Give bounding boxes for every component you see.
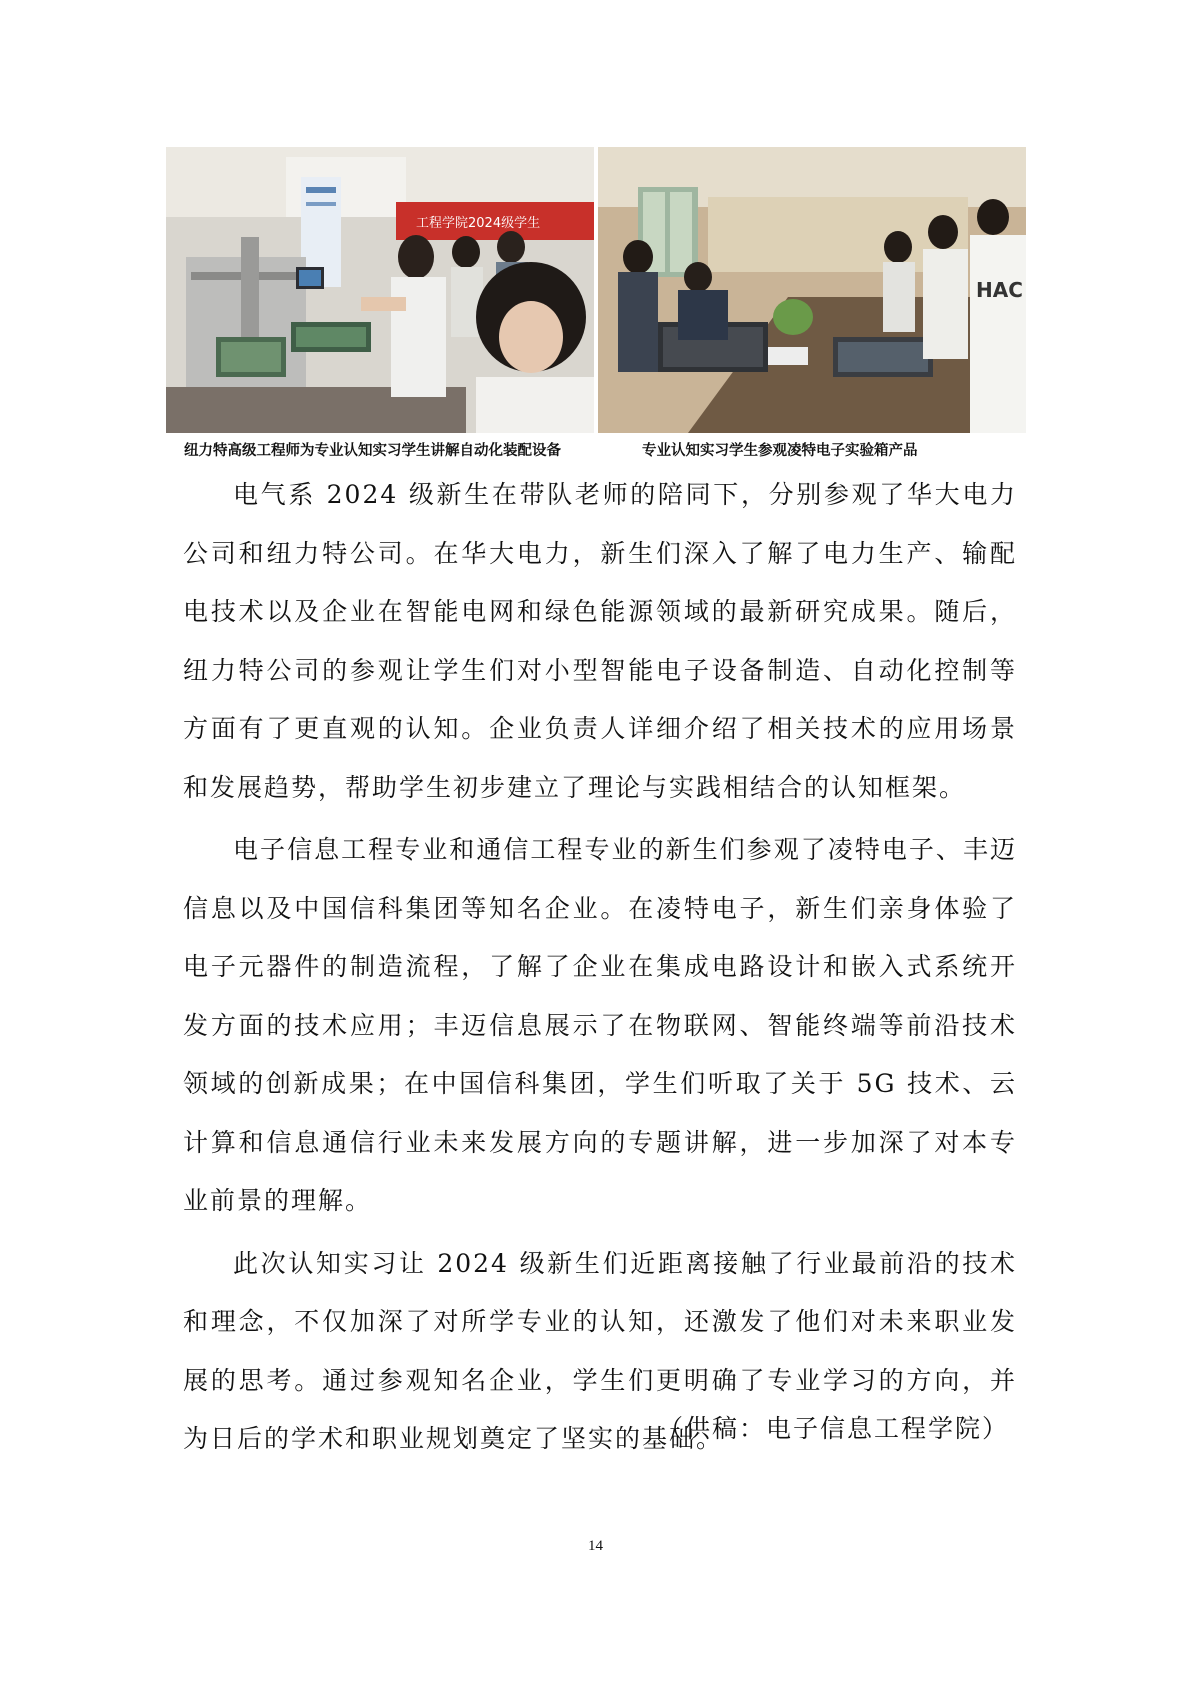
page-number: 14: [588, 1538, 603, 1554]
paragraph-1: 电气系 2024 级新生在带队老师的陪同下，分别参观了华大电力公司和纽力特公司。在华大电力，新生们深入了解了电力生产、输配电技术以及企业在智能电网和绿色能源领域的最新研究成果。随后，纽力特公司的参观让学生们对小型智能电子设备制造、自动化控制等方面有了更直观的认知。企业负责人详细介绍了相关技术的应用场景和发展趋势，帮助学生初步建立了理论与实践相结合的认知框架。: [183, 480, 1017, 802]
article-credit: （供稿：电子信息工程学院）: [657, 1414, 1009, 1443]
photo-automation-equipment-image: [166, 147, 594, 433]
photo-lab-box-products-image: [598, 147, 1026, 433]
paragraph-2: 电子信息工程专业和通信工程专业的新生们参观了凌特电子、丰迈信息以及中国信科集团等知名企业。在凌特电子，新生们亲身体验了电子元器件的制造流程，了解了企业在集成电路设计和嵌入式系统开发方面的技术应用；丰迈信息展示了在物联网、智能终端等前沿技术领域的创新成果；在中国信科集团，学生们听取了关于 5G 技术、云计算和信息通信行业未来发展方向的专题讲解，进一步加深了对本专业前景的理解。: [183, 835, 1017, 1215]
photo-row: [166, 147, 1026, 433]
photo-captions: [166, 437, 1026, 461]
photo-automation-equipment: [166, 147, 594, 433]
banner-text: 工程学院2024级学生: [416, 216, 541, 231]
article-body: [183, 466, 1017, 1473]
shirt-text: HAC: [976, 278, 1023, 302]
caption-right: 专业认知实习学生参观凌特电子实验箱产品: [642, 443, 918, 459]
paragraph-3: 此次认知实习让 2024 级新生们近距离接触了行业最前沿的技术和理念，不仅加深了对所学专业的认知，还激发了他们对未来职业发展的思考。通过参观知名企业，学生们更明确了专业学习的方向，并为日后的学术和职业规划奠定了坚实的基础。: [183, 1248, 1017, 1453]
photo-lab-box-products: [598, 147, 1026, 433]
caption-left: 纽力特高级工程师为专业认知实习学生讲解自动化装配设备: [184, 443, 561, 459]
